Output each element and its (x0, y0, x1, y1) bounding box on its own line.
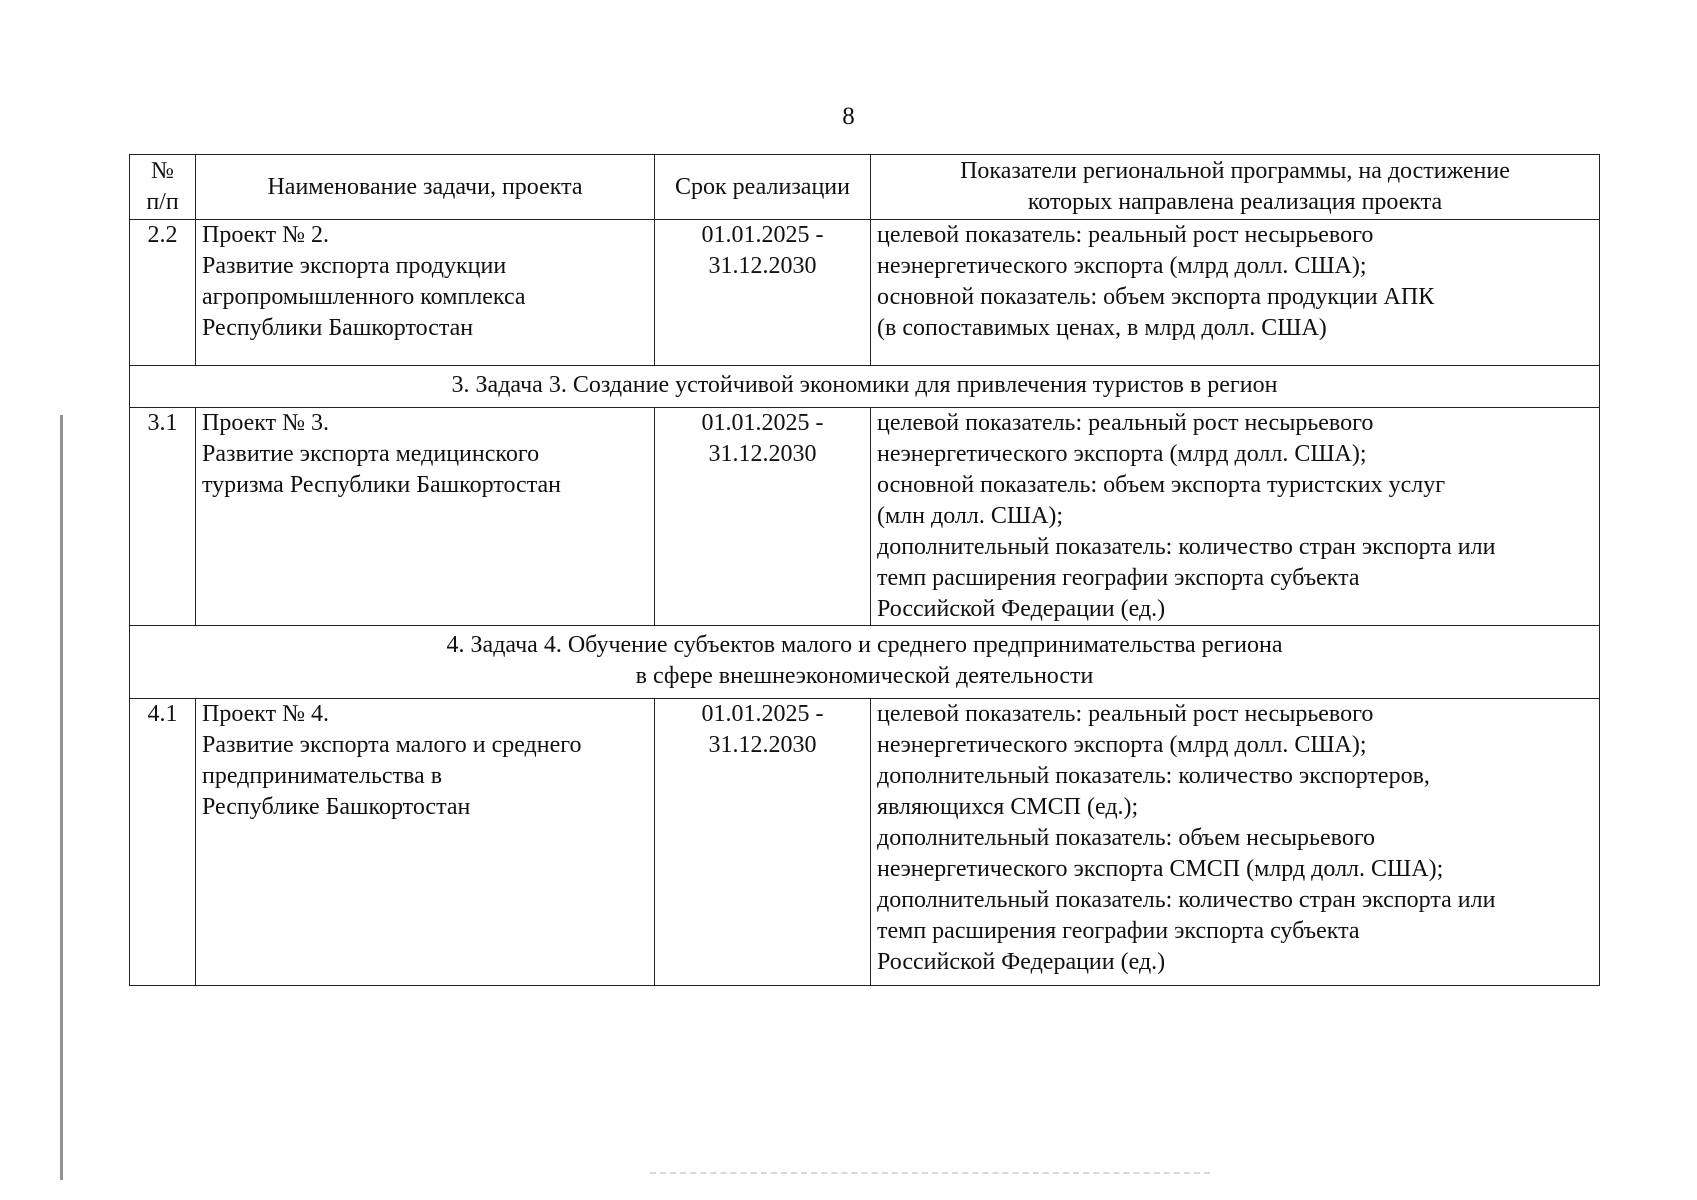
implementation-term (655, 408, 871, 626)
text-line: целевой показатель: реальный рост несырьевого (877, 701, 1374, 727)
text-line: целевой показатель: реальный рост несырьевого (877, 410, 1374, 436)
scan-noise-artifact (650, 1172, 1210, 1176)
text-line: 4. Задача 4. Обучение субъектов малого и среднего предпринимательства региона (446, 632, 1283, 658)
text-line: Развитие экспорта малого и среднего (202, 732, 582, 758)
text-line: темп расширения географии экспорта субъекта (877, 565, 1360, 591)
table-row (130, 220, 1600, 366)
text-line: Республике Башкортостан (202, 794, 471, 820)
implementation-term (655, 220, 871, 366)
task-row (130, 626, 1600, 699)
header-indicators-line: которых направлена реализация проекта (1027, 189, 1443, 215)
text-line: Российской Федерации (ед.) (877, 596, 1166, 622)
text-line: 31.12.2030 (708, 732, 817, 758)
project-name (196, 699, 655, 986)
text-line: неэнергетического экспорта (млрд долл. США); (877, 441, 1367, 467)
text-line: темп расширения географии экспорта субъекта (877, 918, 1360, 944)
program-indicators (871, 220, 1600, 366)
projects-table (129, 154, 1600, 986)
text-line: дополнительный показатель: количество стран экспорта или (877, 534, 1496, 560)
text-line: 01.01.2025 - (701, 410, 824, 436)
text-line: 31.12.2030 (708, 441, 817, 467)
text-line: Проект № 4. (202, 701, 330, 727)
project-name (196, 220, 655, 366)
text-line: основной показатель: объем экспорта туристских услуг (877, 472, 1446, 498)
row-number: 2.2 (130, 220, 196, 366)
text-line: туризма Республики Башкортостан (202, 472, 561, 498)
text-line: Проект № 2. (202, 222, 330, 248)
table-row (130, 408, 1600, 626)
text-line: основной показатель: объем экспорта продукции АПК (877, 284, 1435, 310)
row-number: 3.1 (130, 408, 196, 626)
text-line: (в сопоставимых ценах, в млрд долл. США) (877, 315, 1327, 341)
text-line: Российской Федерации (ед.) (877, 949, 1166, 975)
scan-edge-artifact (60, 415, 63, 1180)
header-term: Срок реализации (655, 155, 871, 220)
text-line: агропромышленного комплекса (202, 284, 526, 310)
text-line: Республики Башкортостан (202, 315, 474, 341)
text-line: (млн долл. США); (877, 503, 1064, 529)
program-indicators (871, 699, 1600, 986)
text-line: неэнергетического экспорта (млрд долл. США); (877, 253, 1367, 279)
text-line: предпринимательства в (202, 763, 443, 789)
header-num (130, 155, 196, 220)
text-line: целевой показатель: реальный рост несырьевого (877, 222, 1374, 248)
task-title (130, 366, 1600, 408)
header-num-line: № (151, 158, 174, 184)
project-name (196, 408, 655, 626)
text-line: неэнергетического экспорта СМСП (млрд долл. США); (877, 856, 1444, 882)
task-title (130, 626, 1600, 699)
text-line: 01.01.2025 - (701, 222, 824, 248)
text-line: Развитие экспорта медицинского (202, 441, 540, 467)
text-line: в сфере внешнеэкономической деятельности (635, 663, 1094, 689)
implementation-term (655, 699, 871, 986)
text-line: дополнительный показатель: объем несырьевого (877, 825, 1376, 851)
text-line: 3. Задача 3. Создание устойчивой экономики для привлечения туристов в регион (451, 372, 1278, 398)
header-num-line: п/п (146, 189, 179, 215)
page-number: 8 (842, 103, 855, 130)
header-indicators-line: Показатели региональной программы, на достижение (960, 158, 1510, 184)
text-line: являющихся СМСП (ед.); (877, 794, 1139, 820)
row-number: 4.1 (130, 699, 196, 986)
text-line: 31.12.2030 (708, 253, 817, 279)
table-header-row (130, 155, 1600, 220)
text-line: 01.01.2025 - (701, 701, 824, 727)
table-row (130, 699, 1600, 986)
header-indicators (871, 155, 1600, 220)
text-line: дополнительный показатель: количество стран экспорта или (877, 887, 1496, 913)
text-line: Проект № 3. (202, 410, 330, 436)
task-row (130, 366, 1600, 408)
header-name: Наименование задачи, проекта (196, 155, 655, 220)
text-line: Развитие экспорта продукции (202, 253, 507, 279)
text-line: неэнергетического экспорта (млрд долл. США); (877, 732, 1367, 758)
program-indicators (871, 408, 1600, 626)
text-line: дополнительный показатель: количество экспортеров, (877, 763, 1430, 789)
